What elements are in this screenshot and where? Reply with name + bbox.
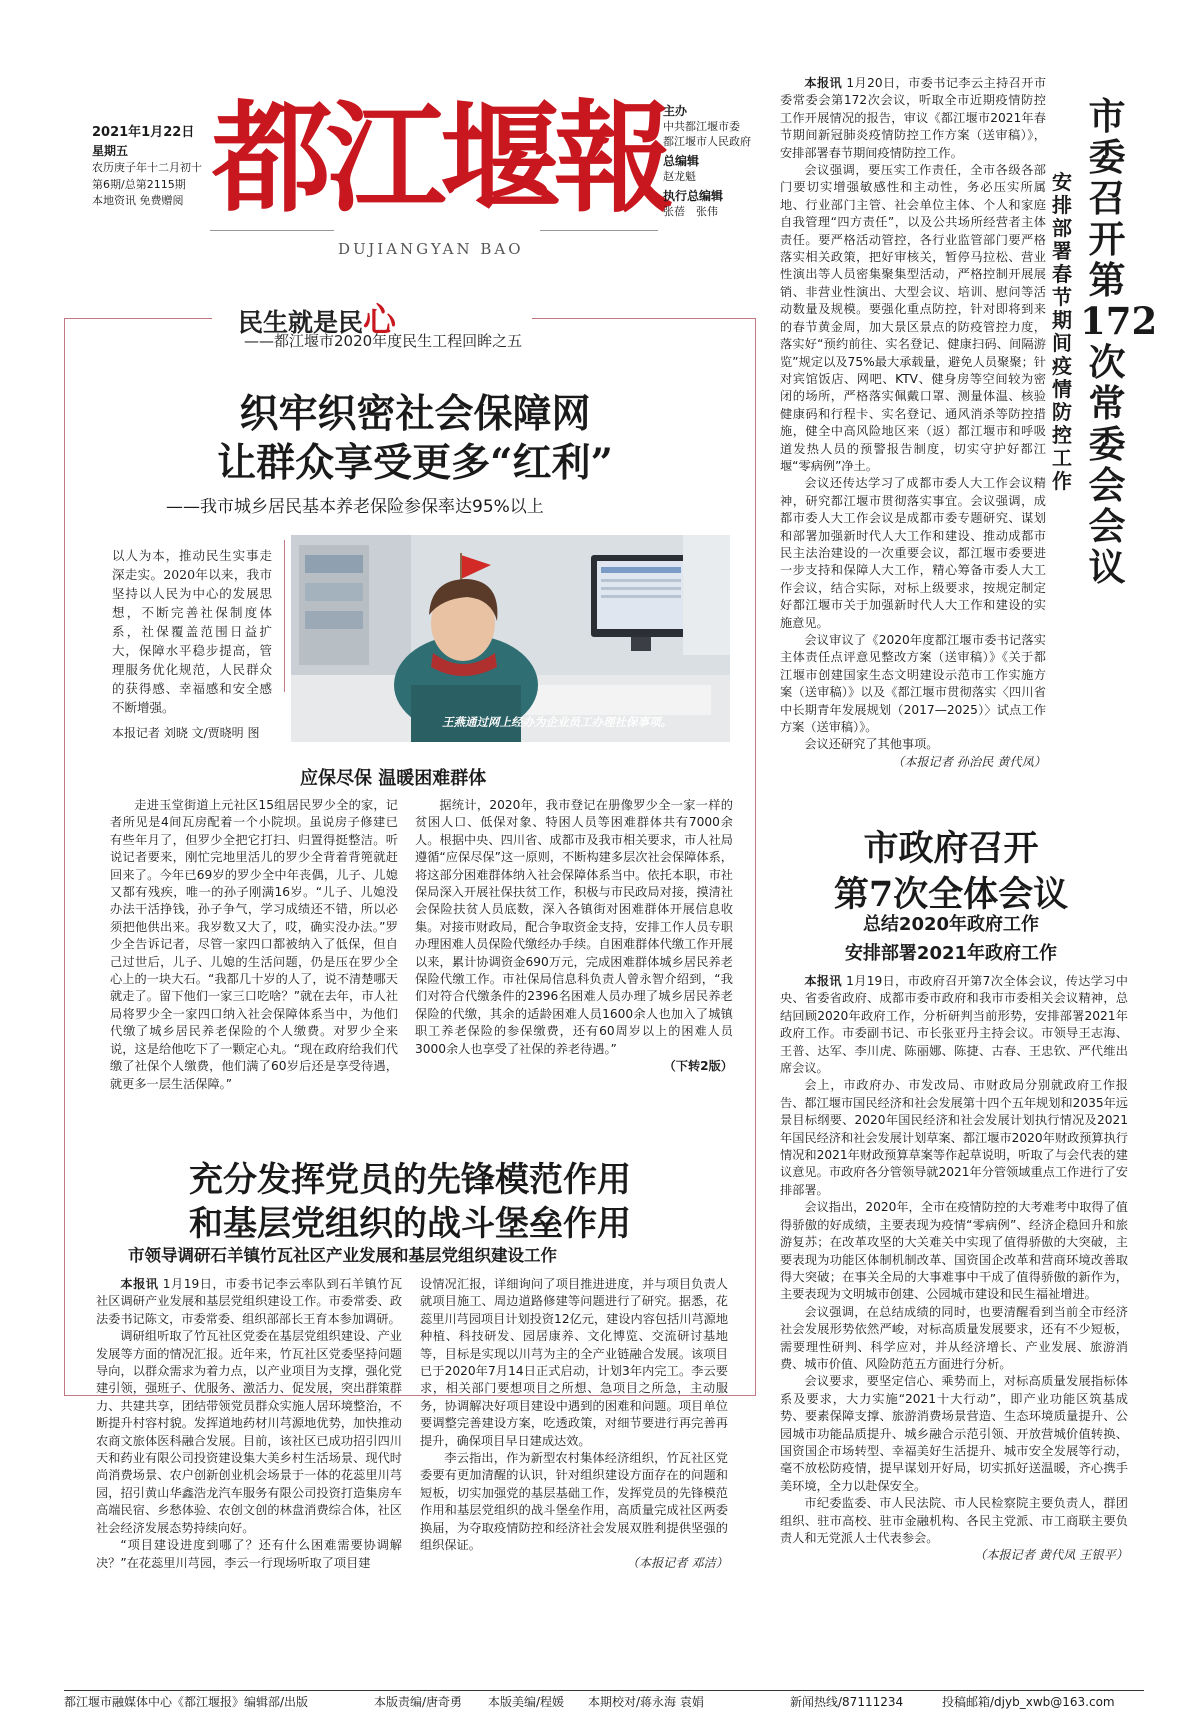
continued-note: （下转2版） (663, 1059, 733, 1074)
host-2: 都江堰市人民政府 (663, 135, 751, 148)
section-heading: 应保尽保 温暖困难群体 (300, 768, 487, 789)
footer-hotline: 新闻热线/87111234 (790, 1695, 904, 1709)
masthead-char: 報 (554, 88, 668, 229)
article2-byline: （本报记者 邓洁） (626, 1555, 728, 1570)
masthead-char: 江 (326, 88, 440, 229)
exec-label: 执行总编辑 (663, 189, 724, 203)
paragraph: 走进玉堂街道上元社区15组居民罗少全的家，记者所见是4间瓦房配着一个小院坝。虽说房子修建已有些年月了，但罗少全把它打扫、归置得挺整洁。听说记者要来，刚忙完地里活儿的罗少全背着背篼就赶回来了。今年已69岁的罗少全中年丧偶，儿子、儿媳又都有残疾，唯一的孙子刚满16岁。“儿子、儿媳没办法干活挣钱，孙子争气，学习成绩还不错，所以必须把他供出来。我岁数又大了，哎，确实没办法。”罗少全告诉记者，尽管一家四口都被纳入了低保，但自己过世后，儿子、儿媳的生活问题，仍是压在罗少全心上的一块大石。“我都几十岁的人了，说不清楚哪天就走了。留下他们一家三口吃啥？”就在去年，市人社局将罗少全一家四口纳入社会保障体系当中，为他们代缴了城乡居民养老保险的个人缴费。对罗少全来说，这是给他吃下了一颗定心丸。“现在政府给我们代缴了社保个人缴费，他们满了60岁后还是享受待遇，就更多一层生活保障。” (110, 798, 398, 1091)
paragraph: 会议指出，2020年，全市在疫情防控的大考难考中取得了值得骄傲的好成绩，主要表现为疫情“零病例”、经济企稳回升和旅游复苏；在改革攻坚的大关难关中实现了值得骄傲的大突破，主要表现为功能区体制机制改革、国资国企改革和营商环境改善取得大突破；在事关全局的大事难事中干成了值得骄傲的新作为，主要表现为文明城市创建、公园城市建设和民生福祉增进。 (780, 1200, 1128, 1302)
feature-headline-line: 织牢织密社会保障网 (239, 391, 591, 437)
lead-text: 1月20日，市委书记李云主持召开市委常委会第172次会议，听取全市近期疫情防控工作开展情况的报告，审议《都江堰市2021年春节期间新冠肺炎疫情防控工作方案（送审稿）》，安排部署春节期间疫情防控工作。 (780, 76, 1047, 160)
feature-byline: 本报记者 刘晓 文/贾晓明 图 (112, 726, 260, 740)
article2-column-1 (96, 1276, 402, 1572)
kicker-subtitle: ——都江堰市2020年度民生工程回眸之五 (244, 332, 523, 350)
host-label: 主办 (663, 104, 688, 118)
masthead-char: 堰 (440, 88, 554, 229)
paragraph: 会议强调，要压实工作责任，全市各级各部门要切实增强敏感性和主动性，务必压实所属地、行业部门主管、社会单位主体、个人和家庭自我管理“四方责任”，以及公共场所经营者主体责任。要严格活动管控，各行业监管部门要严格落实相关政策，把好审核关，暂停马拉松、营业性演出等人员密集聚集型活动，严格控制开展展销、非营业性演出、大型会议、培训、慰问等活动数量及规模。要强化重点防控，针对即将到来的春节黄金周，加大景区景点的防疫管控力度，落实好“预约前往、实名登记、健康扫码、间隔游览”规定以及75%最大承载量，避免人员聚聚；针对宾馆饭店、网吧、KTV、健身房等空间较为密闭的场所，严格落实佩戴口罩、测量体温、核验健康码和行程卡、实名登记、通风消杀等防控措施，健全中高风险地区来（返）都江堰市和呼吸道发热人员的预警报告制度，切实守护好都江堰“零病例”净土。 (780, 163, 1046, 473)
footer-org: 都江堰市融媒体中心《都江堰报》编辑部/出版 (64, 1695, 309, 1709)
host-1: 中共都江堰市委 (663, 120, 740, 133)
photo-illustration (291, 535, 730, 742)
article4-byline: （本报记者 黄代凤 王银平） (974, 1548, 1128, 1563)
article2-column-2 (420, 1276, 728, 1572)
paragraph (780, 75, 1046, 162)
article4-headline-line: 第7次全体会议 (833, 874, 1069, 915)
paragraph (96, 1276, 402, 1328)
staff-block (663, 104, 773, 219)
paragraph: 会议还传达学习了成都市委人大工作会议精神，研究都江堰市贯彻落实事宜。会议强调，成都市委人大工作会议是成都市委专题研究、谋划和部署加强新时代人大工作和建设、推动成都市民主法治建设的一次重要会议，都江堰市委要进一步支持和保障人大工作，精心筹备市委人大工作会议，结合实际，对标上级要求，按规定制定好都江堰市关于加强新时代人大工作和建设的实施意见。 (780, 476, 1046, 630)
lead-tag: 本报讯 (804, 974, 842, 988)
paragraph: 李云指出，作为新型农村集体经济组织，竹瓦社区党委要有更加清醒的认识，针对组织建设方面存在的问题和短板，切实加强党的基层基础工作，发挥党员的先锋模范作用和基层党组织的战斗堡垒作用，高质量完成社区两委换届，为夺取疫情防控和经济社会发展双胜利提供坚强的组织保证。 (420, 1451, 728, 1553)
divider (284, 540, 285, 692)
paragraph: “项目建设进度到哪了？还有什么困难需要协调解决？”在花蕊里川芎园，李云一行现场听取了项目建 (96, 1538, 402, 1570)
article3-byline: （本报记者 孙治民 黄代凤） (892, 754, 1046, 769)
article2-headline-line: 和基层党组织的战斗堡垒作用 (189, 1204, 631, 1244)
article2-subhead: 市领导调研石羊镇竹瓦社区产业发展和基层党组织建设工作 (128, 1246, 557, 1265)
paragraph (780, 973, 1128, 1077)
article3-body (780, 75, 1046, 771)
feature-photo (291, 535, 730, 742)
lead-text: 1月19日，市政府召开第7次全体会议，传达学习中央、省委省政府、成都市委市政府和我市市委相关会议精神，总结回顾2020年政府工作，分析研判当前形势，安排部署2021年政府工作。市委副书记、市长张亚丹主持会议。市领导王志海、王普、达军、李川虎、陈丽娜、陈捷、古春、王忠钦、严代维出席会议。 (780, 974, 1128, 1076)
chief-name: 赵龙魁 (663, 170, 696, 183)
chief-label: 总编辑 (663, 154, 700, 168)
article3-vertical-subhead: 安排部署春节期间疫情防控工作 (1052, 170, 1072, 493)
lunar-date: 农历庚子年十二月初十 (92, 161, 202, 174)
feature-column-2 (415, 797, 733, 1076)
issue-weekday: 星期五 (92, 144, 129, 158)
article4-subhead-line: 总结2020年政府工作 (862, 914, 1040, 935)
kicker-heart: 心 (363, 300, 397, 339)
kicker-text: 民生就是民 (238, 308, 364, 337)
feature-headline (120, 390, 710, 488)
masthead-pinyin: DUJIANGYAN BAO (338, 240, 524, 258)
paragraph: 据统计，2020年，我市登记在册像罗少全一家一样的贫困人口、低保对象、特困人员等困难群体共有7000余人。根据中央、四川省、成都市及我市相关要求，市人社局遵循“应保尽保”这一原则，不断构建多层次社会保障体系，将这部分困难群体纳入社会保障体系当中。依托本职，市社保局深入开展社保扶贫工作，积极与市民政局对接，摸清社会保险扶贫人员底数，深入各镇街对困难群体开展信息收集。对接市财政局，配合争取资金支持，安排工作人员专职办理困难人员保险代缴经办手续。自困难群体代缴工作开展以来，累计协调资金690万元，完成困难群体城乡居民养老保险代缴工作。市社保局信息科负责人曾永智介绍到，“我们对符合代缴条件的2396名困难人员办理了城乡居民养老保险的代缴，其余的适龄困难人员1600余人也加入了城镇职工养老保险的参保缴费，还有60周岁以上的困难人员3000余人也享受了社保的养老待遇。” (415, 798, 733, 1056)
footer-editor: 本版责编/唐奇勇 (374, 1695, 463, 1709)
article4-subhead-line: 安排部署2021年政府工作 (844, 943, 1058, 964)
article4-body (780, 973, 1128, 1565)
paragraph: 会议要求，要坚定信心、乘势而上，对标高质量发展指标体系及要求，大力实施“2021十大行动”，即产业功能区筑基成势、要素保障支撑、旅游消费场景营造、生态环境质量提升、公园城市功能品质提升、城乡融合示范引领、开放营城价值转换、国资国企市场转型、幸福美好生活提升、城市安全发展等行动，毫不放松防疫情，提早谋划开好局，切实抓好送温暖，齐心携手美环境，全力以赴保安全。 (780, 1374, 1128, 1493)
lead-tag: 本报讯 (804, 76, 843, 90)
paragraph: 会议强调，在总结成绩的同时，也要清醒看到当前全市经济社会发展形势依然严峻，对标高质量发展要求，还有不少短板，需要理性研判、科学应对，并从经济增长、产业发展、旅游消费、城市价值、风险防范五方面进行分析。 (780, 1304, 1128, 1371)
article2-headline-line: 充分发挥党员的先锋模范作用 (189, 1160, 631, 1200)
paragraph: 会议审议了《2020年度都江堰市委书记落实主体责任点评意见整改方案（送审稿）》《关于都江堰市创建国家生态文明建设示范市工作实施方案（送审稿）》以及《都江堰市贯彻落实〈四川省中长期青年发展规划（2017—2025）〉试点工作方案（送审稿）》。 (780, 633, 1046, 735)
feature-column-1 (110, 797, 398, 1093)
lead-tag: 本报讯 (120, 1277, 159, 1291)
issue-date: 2021年1月22日 (92, 125, 195, 140)
footer-email[interactable]: 投稿邮箱/djyb_xwb@163.com (942, 1695, 1115, 1709)
article2-headline (140, 1158, 680, 1246)
masthead-rule (540, 230, 658, 231)
article4-subhead (786, 910, 1116, 968)
footer-proof: 本期校对/蒋永海 袁娟 (588, 1695, 704, 1709)
masthead-logo (212, 88, 668, 229)
feature-intro: 以人为本，推动民生实事走深走实。2020年以来，我市坚持以人民为中心的发展思想，不断完善社保制度体系，社保覆盖范围日益扩大，保障水平稳步提高，管理服务优化规范，人民群众的获得感、幸福感和安全感不断增强。 (112, 548, 272, 715)
issue-note: 本地资讯 免费赠阅 (92, 194, 184, 207)
issue-number: 第6期/总第2115期 (92, 177, 186, 191)
feature-subhead: ——我市城乡居民基本养老保险参保率达95%以上 (166, 497, 544, 517)
article3-vertical-headline: 市委召开第172次常委会会议 (1080, 94, 1158, 589)
article4-headline-line: 市政府召开 (863, 828, 1039, 869)
feature-headline-line: 让群众享受更多“红利” (217, 440, 613, 486)
masthead-rule (210, 230, 334, 231)
paragraph: 调研组听取了竹瓦社区党委在基层党组织建设、产业发展等方面的情况汇报。近年来，竹瓦社区党委坚持问题导向，以群众需求为着力点，以产业项目为支撑，强化党建引领，强班子、优服务、激活力、促发展，突出群策群力、共建共享，团结带领党员群众实施人居环境整治，不断提升村容村貌。发挥道地药材川芎源地优势，加快推动农商文旅体医科融合发展。目前，该社区已成功招引四川天和药业有限公司投资建设集大美乡村生活场景、现代时尚消费场景、农户创新创业机会场景于一体的花蕊里川芎园，招引黄山华鑫浩龙汽车服务有限公司投资打造集房车高端民宿、乡愁体验、农创文创的林盘消费综合体，社区社会经济发展态势持续向好。 (96, 1329, 402, 1535)
paragraph: 市纪委监委、市人民法院、市人民检察院主要负责人，群团组织、驻市高校、驻市金融机构、各民主党派、市工商联主要负责人和无党派人士代表参会。 (780, 1496, 1128, 1545)
paragraph: 会议还研究了其他事项。 (804, 737, 939, 752)
exec-name: 张蓓 张伟 (663, 205, 718, 218)
footer-designer: 本版美编/程媛 (488, 1695, 565, 1709)
footer-rule (64, 1690, 1144, 1691)
masthead-char: 都 (212, 88, 326, 229)
date-block (92, 124, 208, 210)
paragraph: 设情况汇报，详细询问了项目推进进度，并与项目负责人就项目施工、周边道路修建等问题进行了研究。据悉，花蕊里川芎园项目计划投资12亿元，建设内容包括川芎源地种植、科技研发、园居康养、文化博览、交流研讨基地等，目标是实现以川芎为主的全产业链融合发展。该项目已于2020年7月14日正式启动，计划3年内完工。李云要求，相关部门要想项目之所想、急项目之所急，主动服务，协调解决好项目建设中遇到的困难和问题。项目单位要调整完善建设方案，吃透政策，对细节要进行再完善再提升，确保项目早日建成达效。 (420, 1277, 729, 1448)
paragraph: 会上，市政府办、市发改局、市财政局分别就政府工作报告、都江堰市国民经济和社会发展第十四个五年规划和2035年远景目标纲要、2020年国民经济和社会发展计划执行情况及2021年国民经济和社会发展计划草案、都江堰市2020年财政预算执行情况和2021年财政预算草案等作起草说明，听取了与会代表的建议意见。市政府各分管领导就2021年分管领域重点工作进行了安排部署。 (780, 1078, 1128, 1197)
lead-text: 1月19日，市委书记李云率队到石羊镇竹瓦社区调研产业发展和基层党组织建设工作。市委常委、政法委书记陈文，市委常委、组织部部长王育本参加调研。 (96, 1277, 403, 1326)
photo-caption: 王燕通过网上经办为企业员工办理社保事项。 (442, 715, 672, 729)
article4-headline (786, 826, 1116, 918)
